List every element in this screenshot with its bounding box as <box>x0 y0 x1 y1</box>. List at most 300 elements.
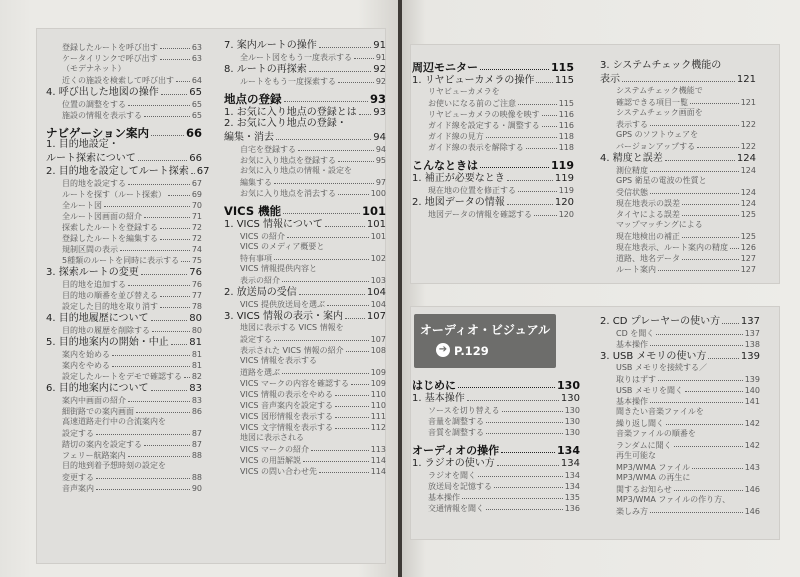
toc-entry-title: 交通情報を聞く <box>428 504 484 513</box>
toc-subentry[interactable] <box>600 483 760 494</box>
toc-page-number: 146 <box>744 485 760 494</box>
dot-leader <box>354 58 374 59</box>
toc-subentry[interactable] <box>412 108 574 119</box>
toc-page-number: 65 <box>191 100 202 109</box>
toc-subentry[interactable] <box>46 348 202 359</box>
toc-entry-title: 表示 <box>600 74 620 85</box>
toc-entry-line[interactable]: MP3/WMA ファイルの作り方、 <box>616 495 731 504</box>
toc-entry[interactable] <box>412 456 580 469</box>
toc-page-number: 86 <box>191 407 202 416</box>
toc-page-number: 71 <box>191 212 202 221</box>
toc-page-number: 134 <box>557 444 580 457</box>
toc-subentry[interactable] <box>224 333 386 344</box>
toc-page-number: 93 <box>369 91 386 106</box>
dot-leader <box>722 323 739 324</box>
toc-subentry[interactable] <box>46 188 202 199</box>
arrow-right-icon: ➔ <box>436 343 450 357</box>
toc-subentry[interactable] <box>224 274 386 285</box>
toc-page-number: 69 <box>191 190 202 199</box>
dot-leader <box>346 351 369 352</box>
toc-page-number: 93 <box>373 107 386 118</box>
dot-leader <box>690 103 739 104</box>
toc-subentry[interactable] <box>46 370 202 381</box>
dot-leader <box>138 160 187 161</box>
dot-leader <box>682 259 739 260</box>
toc-page-number: 116 <box>558 110 574 119</box>
dot-leader <box>682 215 739 216</box>
toc-column-2 <box>224 38 386 476</box>
dot-leader <box>299 294 365 295</box>
toc-entry-line[interactable]: 目的地到着予想時刻の設定を <box>62 461 166 470</box>
toc-page-number: 130 <box>564 428 580 437</box>
toc-entry-line[interactable]: 再生可能な <box>616 451 656 460</box>
toc-page-number: 111 <box>370 412 386 421</box>
toc-entry-title: 1. VICS 情報について <box>224 219 323 230</box>
toc-subentry[interactable] <box>600 186 756 197</box>
toc-subentry[interactable] <box>412 141 574 152</box>
toc-subentry[interactable] <box>46 210 202 221</box>
dot-leader <box>176 81 190 82</box>
toc-section-heading[interactable] <box>412 441 580 456</box>
toc-subentry[interactable] <box>412 480 580 491</box>
toc-entry-line[interactable]: 地図に表示する VICS 情報を <box>240 323 344 332</box>
toc-section-heading[interactable] <box>412 376 580 391</box>
toc-subentry[interactable] <box>224 443 386 454</box>
toc-entry-title: 基本操作 <box>428 493 460 502</box>
toc-entry[interactable] <box>600 349 760 362</box>
toc-subentry[interactable] <box>224 230 386 241</box>
toc-subentry[interactable] <box>600 439 760 450</box>
dot-leader <box>507 204 553 205</box>
toc-subentry[interactable] <box>224 366 386 377</box>
toc-subentry[interactable] <box>412 426 580 437</box>
toc-entry[interactable] <box>600 72 756 85</box>
toc-subentry[interactable] <box>600 461 760 472</box>
dot-leader <box>282 373 369 374</box>
toc-section-heading[interactable] <box>224 202 386 217</box>
toc-page-number: 124 <box>736 153 756 164</box>
toc-subentry[interactable] <box>46 482 202 493</box>
toc-entry-title: ガイド線の表示を解除する <box>428 143 524 152</box>
toc-subentry[interactable] <box>46 405 202 416</box>
dot-leader <box>303 461 369 462</box>
toc-subentry[interactable] <box>412 415 580 426</box>
toc-subentry[interactable] <box>46 427 202 438</box>
toc-entry-title: 音声案内 <box>62 484 94 493</box>
toc-entry-line[interactable]: GPS 衛星の電波の性質と <box>616 176 707 185</box>
toc-subentry[interactable] <box>412 469 580 480</box>
toc-page-number: 65 <box>191 111 202 120</box>
dot-leader <box>730 248 739 249</box>
toc-subentry[interactable] <box>46 232 202 243</box>
toc-subentry[interactable] <box>600 197 756 208</box>
dot-leader <box>650 512 743 513</box>
toc-page-number: 72 <box>191 234 202 243</box>
dot-leader <box>359 114 372 115</box>
toc-entry[interactable] <box>224 62 386 75</box>
toc-page-number: 125 <box>740 210 756 219</box>
toc-page-number: 121 <box>740 98 756 107</box>
dot-leader <box>692 468 743 469</box>
toc-subentry[interactable] <box>46 471 202 482</box>
toc-entry[interactable] <box>412 391 580 404</box>
dot-leader <box>335 395 369 396</box>
dot-leader <box>486 509 563 510</box>
toc-entry-line[interactable]: 聞きたい音楽ファイルを <box>616 407 704 416</box>
dot-leader <box>708 358 738 359</box>
toc-entry-line[interactable]: お気に入り地点の情報・設定を <box>240 166 352 175</box>
toc-entry-title: 案内を始める <box>62 350 110 359</box>
toc-page-number: 134 <box>560 458 580 469</box>
toc-entry-line[interactable]: VICS のメディア概要と <box>240 242 325 251</box>
toc-subentry[interactable] <box>46 52 202 63</box>
toc-entry[interactable] <box>224 309 386 322</box>
toc-subentry[interactable] <box>412 502 580 513</box>
toc-entry-title: 地点の登録 <box>224 91 282 106</box>
toc-subentry[interactable] <box>46 289 202 300</box>
dot-leader <box>120 250 190 251</box>
toc-entry-line[interactable]: USB メモリを接続する／ <box>616 363 707 372</box>
toc-section-heading[interactable] <box>412 58 574 73</box>
toc-page-number: 126 <box>740 243 756 252</box>
toc-subentry[interactable] <box>224 154 386 165</box>
toc-subentry[interactable] <box>600 241 756 252</box>
toc-entry-line[interactable]: リヤビューカメラを <box>428 87 500 96</box>
toc-entry-title: 目的地の履歴を削除する <box>62 326 150 335</box>
toc-subentry[interactable] <box>224 298 386 309</box>
toc-page-number: 95 <box>375 156 386 165</box>
toc-entry-title: 位置の調整をする <box>62 100 126 109</box>
toc-page-number: 67 <box>196 166 210 177</box>
toc-page-number: 127 <box>740 254 756 263</box>
toc-entry-title: 楽しみ方 <box>616 507 648 516</box>
toc-subentry[interactable] <box>600 208 756 219</box>
toc-subentry[interactable] <box>600 327 760 338</box>
toc-subentry[interactable] <box>224 344 386 355</box>
dot-leader <box>128 401 190 402</box>
toc-page-number: 90 <box>191 484 202 493</box>
toc-entry[interactable] <box>46 164 210 177</box>
toc-subentry[interactable] <box>412 404 580 415</box>
toc-subentry[interactable] <box>46 243 202 254</box>
dot-leader <box>338 161 374 162</box>
toc-entry[interactable] <box>46 265 202 278</box>
toc-page-number: 124 <box>740 166 756 175</box>
toc-entry-line[interactable]: VICS 情報提供内容と <box>240 264 318 273</box>
dot-leader <box>128 184 190 185</box>
toc-subentry[interactable] <box>600 252 756 263</box>
toc-entry-title: VICS 提供放送局を選ぶ <box>240 300 326 309</box>
toc-subentry[interactable] <box>46 394 202 405</box>
toc-subentry[interactable] <box>600 384 760 395</box>
dot-leader <box>287 237 369 238</box>
dot-leader <box>658 270 739 271</box>
toc-page-number: 91 <box>375 53 386 62</box>
toc-subentry[interactable] <box>46 449 202 460</box>
toc-subentry[interactable] <box>46 359 202 370</box>
toc-entry[interactable] <box>224 130 386 143</box>
toc-entry-title: 近くの施設を検索して呼び出す <box>62 76 174 85</box>
toc-subentry[interactable] <box>412 491 580 502</box>
audio-visual-page-ref-label: P.129 <box>454 344 489 358</box>
toc-entry-title: 全ルート図をもう一度表示する <box>240 53 352 62</box>
dot-leader <box>486 137 557 138</box>
toc-entry-title: ケータイリンクで呼び出す <box>62 54 158 63</box>
toc-page-number: 104 <box>366 287 386 298</box>
toc-subentry[interactable] <box>224 388 386 399</box>
dot-leader <box>298 150 374 151</box>
toc-subentry[interactable] <box>46 98 202 109</box>
toc-subentry[interactable] <box>224 465 386 476</box>
toc-entry[interactable] <box>600 314 760 327</box>
toc-entry-title: はじめに <box>412 379 456 392</box>
toc-entry-line[interactable]: 音楽ファイルの順番を <box>616 429 696 438</box>
toc-entry-line[interactable]: MP3/WMA の再生に <box>616 473 691 482</box>
toc-entry[interactable] <box>224 105 386 118</box>
toc-subentry[interactable] <box>46 438 202 449</box>
toc-page-number: 113 <box>370 445 386 454</box>
toc-entry-continued: （モデナネット） <box>62 64 126 73</box>
toc-entry-title: こんなときは <box>412 159 478 172</box>
dot-leader <box>96 434 190 435</box>
right-page <box>402 0 800 577</box>
dot-leader <box>184 377 190 378</box>
toc-entry[interactable] <box>412 73 574 86</box>
toc-entry-title: 現在地表示、ルート案内の精度 <box>616 243 728 252</box>
toc-subentry[interactable] <box>224 410 386 421</box>
dot-leader <box>650 171 739 172</box>
toc-entry-title: USB メモリを聞く <box>616 386 683 395</box>
toc-section-heading[interactable] <box>46 124 202 139</box>
toc-page-number: 83 <box>191 396 202 405</box>
dot-leader <box>284 101 368 102</box>
dot-leader <box>682 237 739 238</box>
dot-leader <box>478 476 563 477</box>
toc-subentry[interactable] <box>224 187 386 198</box>
dot-leader <box>501 452 555 453</box>
toc-page-number: 134 <box>564 482 580 491</box>
toc-page-number: 101 <box>366 219 386 230</box>
toc-subentry[interactable] <box>600 417 760 428</box>
toc-page-number: 82 <box>191 372 202 381</box>
toc-entry-title: 周辺モニター <box>412 61 478 74</box>
toc-entry-line[interactable]: 地図に表示される <box>240 433 304 442</box>
toc-entry-title: 関するお知らせ <box>616 485 672 494</box>
toc-page-number: 92 <box>373 64 386 75</box>
toc-entry[interactable] <box>46 151 202 164</box>
toc-subentry[interactable] <box>224 454 386 465</box>
toc-entry-title: 1. 基本操作 <box>412 393 465 404</box>
toc-subentry[interactable] <box>224 51 386 62</box>
toc-entry-line[interactable]: 2. お気に入り地点の登録・ <box>224 118 347 129</box>
toc-page-number: 114 <box>370 456 386 465</box>
toc-entry[interactable] <box>412 171 574 184</box>
toc-subentry[interactable] <box>46 109 202 120</box>
toc-page-number: 94 <box>375 145 386 154</box>
dot-leader <box>160 239 190 240</box>
toc-page-number: 66 <box>189 153 202 164</box>
dot-leader <box>128 456 190 457</box>
toc-subentry[interactable] <box>600 118 756 129</box>
toc-entry-title: 現在地表示の誤差 <box>616 199 680 208</box>
toc-entry[interactable] <box>46 335 202 348</box>
toc-subentry[interactable] <box>46 254 202 265</box>
dot-leader <box>622 81 735 82</box>
dot-leader <box>335 428 369 429</box>
toc-page-number: 141 <box>744 397 760 406</box>
audio-visual-page-ref[interactable] <box>438 344 489 358</box>
toc-entry-title: VICS 情報の表示をやめる <box>240 390 334 399</box>
toc-entry[interactable] <box>46 85 202 98</box>
toc-page-number: 122 <box>740 142 756 151</box>
toc-subentry[interactable] <box>600 395 760 406</box>
toc-subentry[interactable] <box>224 75 386 86</box>
toc-page-number: 110 <box>370 401 386 410</box>
toc-entry-line[interactable]: システムチェック機能で <box>616 86 703 95</box>
dot-leader <box>325 226 365 227</box>
toc-entry[interactable] <box>46 381 202 394</box>
toc-entry-title: 自宅を登録する <box>240 145 296 154</box>
toc-subentry[interactable] <box>46 324 202 335</box>
toc-subentry[interactable] <box>412 130 574 141</box>
toc-page-number: 135 <box>564 493 580 502</box>
toc-page-number: 119 <box>554 173 574 184</box>
toc-subentry[interactable] <box>600 505 760 516</box>
toc-page-number: 137 <box>740 316 760 327</box>
toc-subentry[interactable] <box>46 199 202 210</box>
toc-entry[interactable] <box>46 311 202 324</box>
toc-subentry[interactable] <box>600 96 756 107</box>
toc-page-number: 107 <box>366 311 386 322</box>
toc-subentry[interactable] <box>46 41 202 52</box>
toc-entry-title: 繰り返し聞く <box>616 419 664 428</box>
toc-page-number: 130 <box>564 417 580 426</box>
toc-subentry[interactable] <box>46 300 202 311</box>
toc-entry-line[interactable]: 1. 目的地設定・ <box>46 139 119 150</box>
toc-entry[interactable] <box>412 195 574 208</box>
toc-subentry[interactable] <box>412 119 574 130</box>
toc-page-number: 118 <box>558 132 574 141</box>
toc-subentry[interactable] <box>600 373 760 384</box>
toc-subentry[interactable] <box>412 184 574 195</box>
toc-page-number: 110 <box>370 390 386 399</box>
toc-page-number: 121 <box>736 74 756 85</box>
dot-leader <box>144 217 190 218</box>
toc-entry-title: 変更する <box>62 473 94 482</box>
toc-entry-title: ソースを切り替える <box>428 406 500 415</box>
toc-entry-title: VICS マークの内容を確認する <box>240 379 350 388</box>
toc-entry[interactable] <box>224 38 386 51</box>
toc-subentry[interactable] <box>46 74 202 85</box>
toc-entry-title: VICS の問い合わせ先 <box>240 467 318 476</box>
toc-page-number: 119 <box>558 186 574 195</box>
toc-entry-line[interactable]: 3. システムチェック機能の <box>600 60 722 71</box>
dot-leader <box>526 148 557 149</box>
toc-subentry[interactable] <box>224 399 386 410</box>
toc-subentry[interactable] <box>600 263 756 274</box>
toc-page-number: 130 <box>557 379 580 392</box>
toc-entry-line[interactable]: 高速道路走行中の合流案内を <box>62 417 166 426</box>
toc-entry-title: 地図データの情報を確認する <box>428 210 532 219</box>
dot-leader <box>335 417 369 418</box>
toc-entry-title: 編集・消去 <box>224 132 274 143</box>
toc-page-number: 119 <box>551 159 574 172</box>
toc-subentry[interactable] <box>600 338 760 349</box>
toc-entry-title: 細街路での案内画面 <box>62 407 134 416</box>
toc-entry-title: 確認できる項目一覧 <box>616 98 688 107</box>
dot-leader <box>160 228 190 229</box>
dot-leader <box>335 406 369 407</box>
toc-subentry[interactable] <box>600 140 756 151</box>
toc-subentry[interactable] <box>46 278 202 289</box>
toc-entry-line[interactable]: GPS のソフトウェアを <box>616 130 699 139</box>
left-page <box>0 0 398 577</box>
toc-page-number: 115 <box>551 61 574 74</box>
toc-entry-title: 5. 目的地案内の開始・中止 <box>46 337 169 348</box>
toc-page-number: 136 <box>564 504 580 513</box>
toc-subentry[interactable] <box>412 97 574 108</box>
toc-subentry[interactable] <box>46 177 202 188</box>
dot-leader <box>181 261 190 262</box>
toc-page-number: 139 <box>744 375 760 384</box>
toc-subentry[interactable] <box>224 252 386 263</box>
toc-subentry[interactable] <box>600 164 756 175</box>
toc-entry-title: お使いになる前のご注意 <box>428 99 516 108</box>
toc-entry-title: 目的地を追加する <box>62 280 126 289</box>
toc-entry[interactable] <box>224 285 386 298</box>
toc-column-1 <box>46 41 210 493</box>
toc-subentry[interactable] <box>224 143 386 154</box>
toc-subentry[interactable] <box>46 221 202 232</box>
toc-entry[interactable] <box>600 151 756 164</box>
toc-entry[interactable] <box>224 217 386 230</box>
toc-section-heading[interactable] <box>412 156 574 171</box>
toc-entry-title: 全ルート図画面の紹介 <box>62 212 142 221</box>
toc-entry-line[interactable]: VICS 情報を表示する <box>240 356 318 365</box>
dot-leader <box>674 490 743 491</box>
toc-page-number: 104 <box>370 300 386 309</box>
toc-subentry[interactable] <box>600 230 756 241</box>
toc-subentry[interactable] <box>224 377 386 388</box>
dot-leader <box>507 180 553 181</box>
toc-page-number: 142 <box>744 441 760 450</box>
audio-visual-title: オーディオ・ビジュアル <box>419 323 551 337</box>
dot-leader <box>128 105 190 106</box>
toc-entry-title: 特有事項 <box>240 254 272 263</box>
toc-subentry[interactable] <box>224 176 386 187</box>
dot-leader <box>274 259 369 260</box>
toc-page-number: 72 <box>191 223 202 232</box>
toc-section-heading[interactable] <box>224 90 386 105</box>
dot-leader <box>697 147 739 148</box>
dot-leader <box>144 445 190 446</box>
toc-page-number: 138 <box>744 340 760 349</box>
toc-entry-line[interactable]: システムチェック画面を <box>616 108 703 117</box>
toc-subentry[interactable] <box>412 208 574 219</box>
toc-page-number: 103 <box>370 276 386 285</box>
dot-leader <box>191 173 195 174</box>
dot-leader <box>274 183 374 184</box>
toc-entry-line[interactable]: マップマッチングによる <box>616 220 703 229</box>
toc-entry-title: 放送局を記憶する <box>428 482 492 491</box>
toc-page-number: 142 <box>744 419 760 428</box>
dot-leader <box>502 411 563 412</box>
toc-subentry[interactable] <box>224 421 386 432</box>
toc-entry-title: 1. お気に入り地点の登録とは <box>224 107 357 118</box>
dot-leader <box>319 47 372 48</box>
toc-page-number: 77 <box>191 291 202 300</box>
dot-leader <box>518 191 557 192</box>
